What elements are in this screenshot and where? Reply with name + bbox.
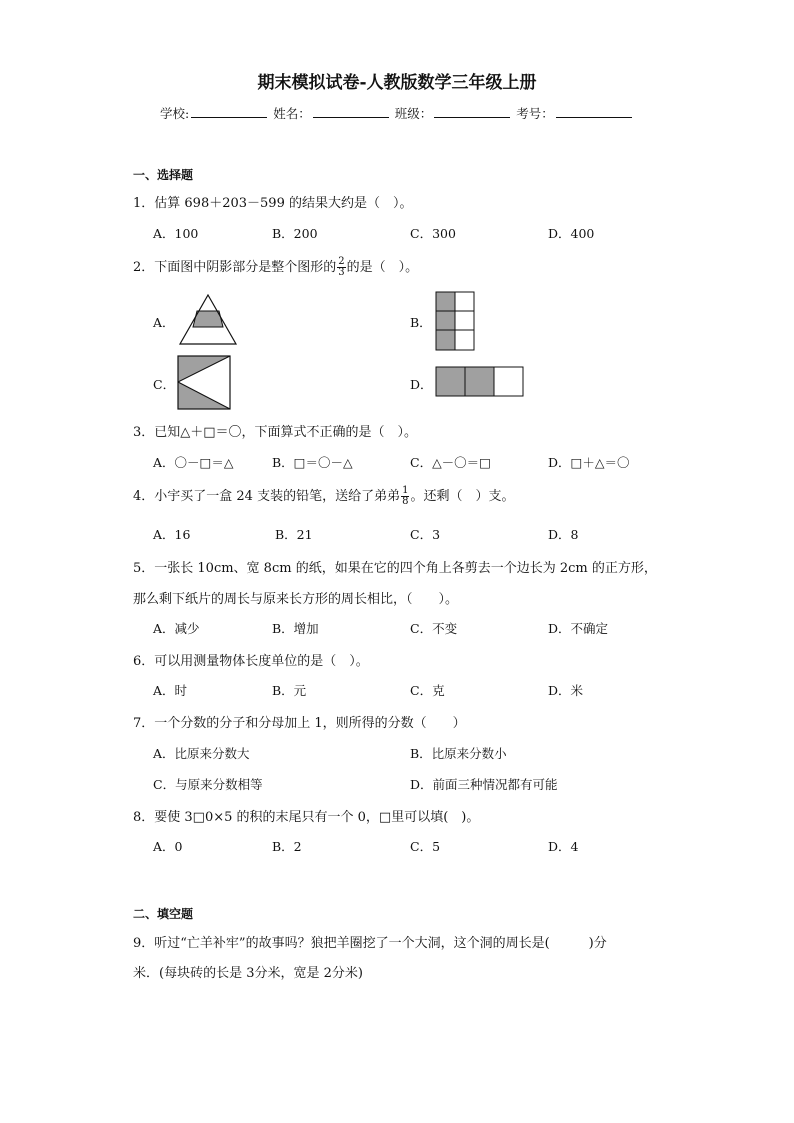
- q3-option-b[interactable]: B．□＝〇－△: [272, 455, 353, 470]
- q4-text-post: 。还剩（ ）支。: [410, 489, 515, 504]
- class-blank[interactable]: [434, 117, 510, 118]
- school-label: 学校:: [160, 106, 190, 121]
- q2-figure-strip: [435, 366, 524, 397]
- q5-option-a[interactable]: A．减少: [153, 621, 200, 636]
- question-4: [133, 485, 514, 507]
- q1-option-c[interactable]: C．300: [410, 226, 456, 241]
- q7-option-b[interactable]: B．比原来分数小: [410, 746, 507, 761]
- q5-option-b[interactable]: B．增加: [272, 621, 319, 636]
- section-heading-choice: 一、选择题: [133, 168, 194, 182]
- q6-option-d[interactable]: D．米: [548, 683, 584, 698]
- q2-option-a[interactable]: A．: [153, 315, 175, 330]
- page-title: 期末模拟试卷-人教版数学三年级上册: [257, 73, 537, 93]
- q1-option-d[interactable]: D．400: [548, 226, 595, 241]
- q5-option-c[interactable]: C．不变: [410, 621, 458, 636]
- question-8: 8．要使 3□0×5 的积的末尾只有一个 0，□里可以填( )。: [133, 810, 480, 825]
- q8-option-b[interactable]: B．2: [272, 839, 302, 854]
- number-blank[interactable]: [556, 117, 632, 118]
- q2-figure-square: [177, 355, 231, 410]
- question-7: 7．一个分数的分子和分母加上 1，则所得的分数（ ）: [133, 716, 466, 731]
- q4-fraction: [401, 486, 409, 507]
- q3-option-d[interactable]: D．□＋△＝〇: [548, 455, 630, 470]
- class-label: 班级：: [394, 106, 433, 121]
- name-label: 姓名：: [273, 106, 311, 121]
- q5-option-d[interactable]: D．不确定: [548, 621, 609, 636]
- q2-figure-triangle: [178, 294, 238, 346]
- q4-option-a[interactable]: A．16: [153, 527, 191, 542]
- question-6: 6．可以用测量物体长度单位的是（ ）。: [133, 654, 369, 669]
- q8-option-d[interactable]: D．4: [548, 839, 579, 854]
- q2-option-d[interactable]: D．: [410, 377, 433, 392]
- q4-option-c[interactable]: C．3: [410, 527, 441, 542]
- q4-denominator: 8: [402, 496, 409, 507]
- q4-option-b[interactable]: B．21: [275, 527, 313, 542]
- q2-numerator: 2: [338, 256, 345, 267]
- q2-fraction: [337, 257, 345, 278]
- q2-text-pre: 2．下面图中阴影部分是整个图形的: [133, 260, 337, 275]
- q3-option-c[interactable]: C．△－〇＝□: [410, 455, 491, 470]
- q4-numerator: 1: [402, 485, 409, 496]
- q2-option-c[interactable]: C．: [153, 377, 176, 392]
- question-5-line-1: 5．一张长 10cm、宽 8cm 的纸，如果在它的四个角上各剪去一个边长为 2cm 的正方形，: [133, 561, 657, 576]
- q6-option-c[interactable]: C．克: [410, 683, 445, 698]
- q1-option-a[interactable]: A．100: [153, 226, 199, 241]
- number-label: 考号：: [516, 106, 554, 121]
- q4-option-d[interactable]: D．8: [548, 527, 579, 542]
- question-2: [133, 256, 418, 278]
- section-heading-fill: 二、填空题: [133, 907, 194, 921]
- q6-option-a[interactable]: A．时: [153, 683, 188, 698]
- student-info: [160, 104, 634, 122]
- q8-option-c[interactable]: C．5: [410, 839, 441, 854]
- q1-option-b[interactable]: B．200: [272, 226, 318, 241]
- name-blank[interactable]: [313, 117, 389, 118]
- question-1: 1．估算 698＋203－599 的结果大约是（ ）。: [133, 196, 413, 211]
- school-blank[interactable]: [191, 117, 267, 118]
- q2-option-b[interactable]: B．: [410, 315, 432, 330]
- q7-option-a[interactable]: A．比原来分数大: [153, 746, 250, 761]
- q2-denominator: 3: [338, 267, 345, 278]
- q7-option-d[interactable]: D．前面三种情况都有可能: [410, 777, 558, 792]
- question-9-line-2: 米．(每块砖的长是 3分米，宽是 2分米): [133, 966, 363, 981]
- q2-figure-grid: [435, 291, 475, 351]
- q8-option-a[interactable]: A．0: [153, 839, 183, 854]
- q4-text-pre: 4．小宇买了一盒 24 支装的铅笔，送给了弟弟: [133, 489, 401, 504]
- q3-option-a[interactable]: A．〇－□＝△: [153, 455, 234, 470]
- question-9-line-1: 9．听过“亡羊补牢”的故事吗？狼把羊圈挖了一个大洞，这个洞的周长是( )分: [133, 936, 607, 951]
- q2-text-post: 的是（ ）。: [346, 260, 419, 275]
- q7-option-c[interactable]: C．与原来分数相等: [153, 777, 263, 792]
- q6-option-b[interactable]: B．元: [272, 683, 307, 698]
- question-5-line-2: 那么剩下纸片的周长与原来长方形的周长相比，（ ）。: [133, 592, 459, 607]
- question-3: 3．已知△＋□＝〇，下面算式不正确的是（ ）。: [133, 425, 418, 440]
